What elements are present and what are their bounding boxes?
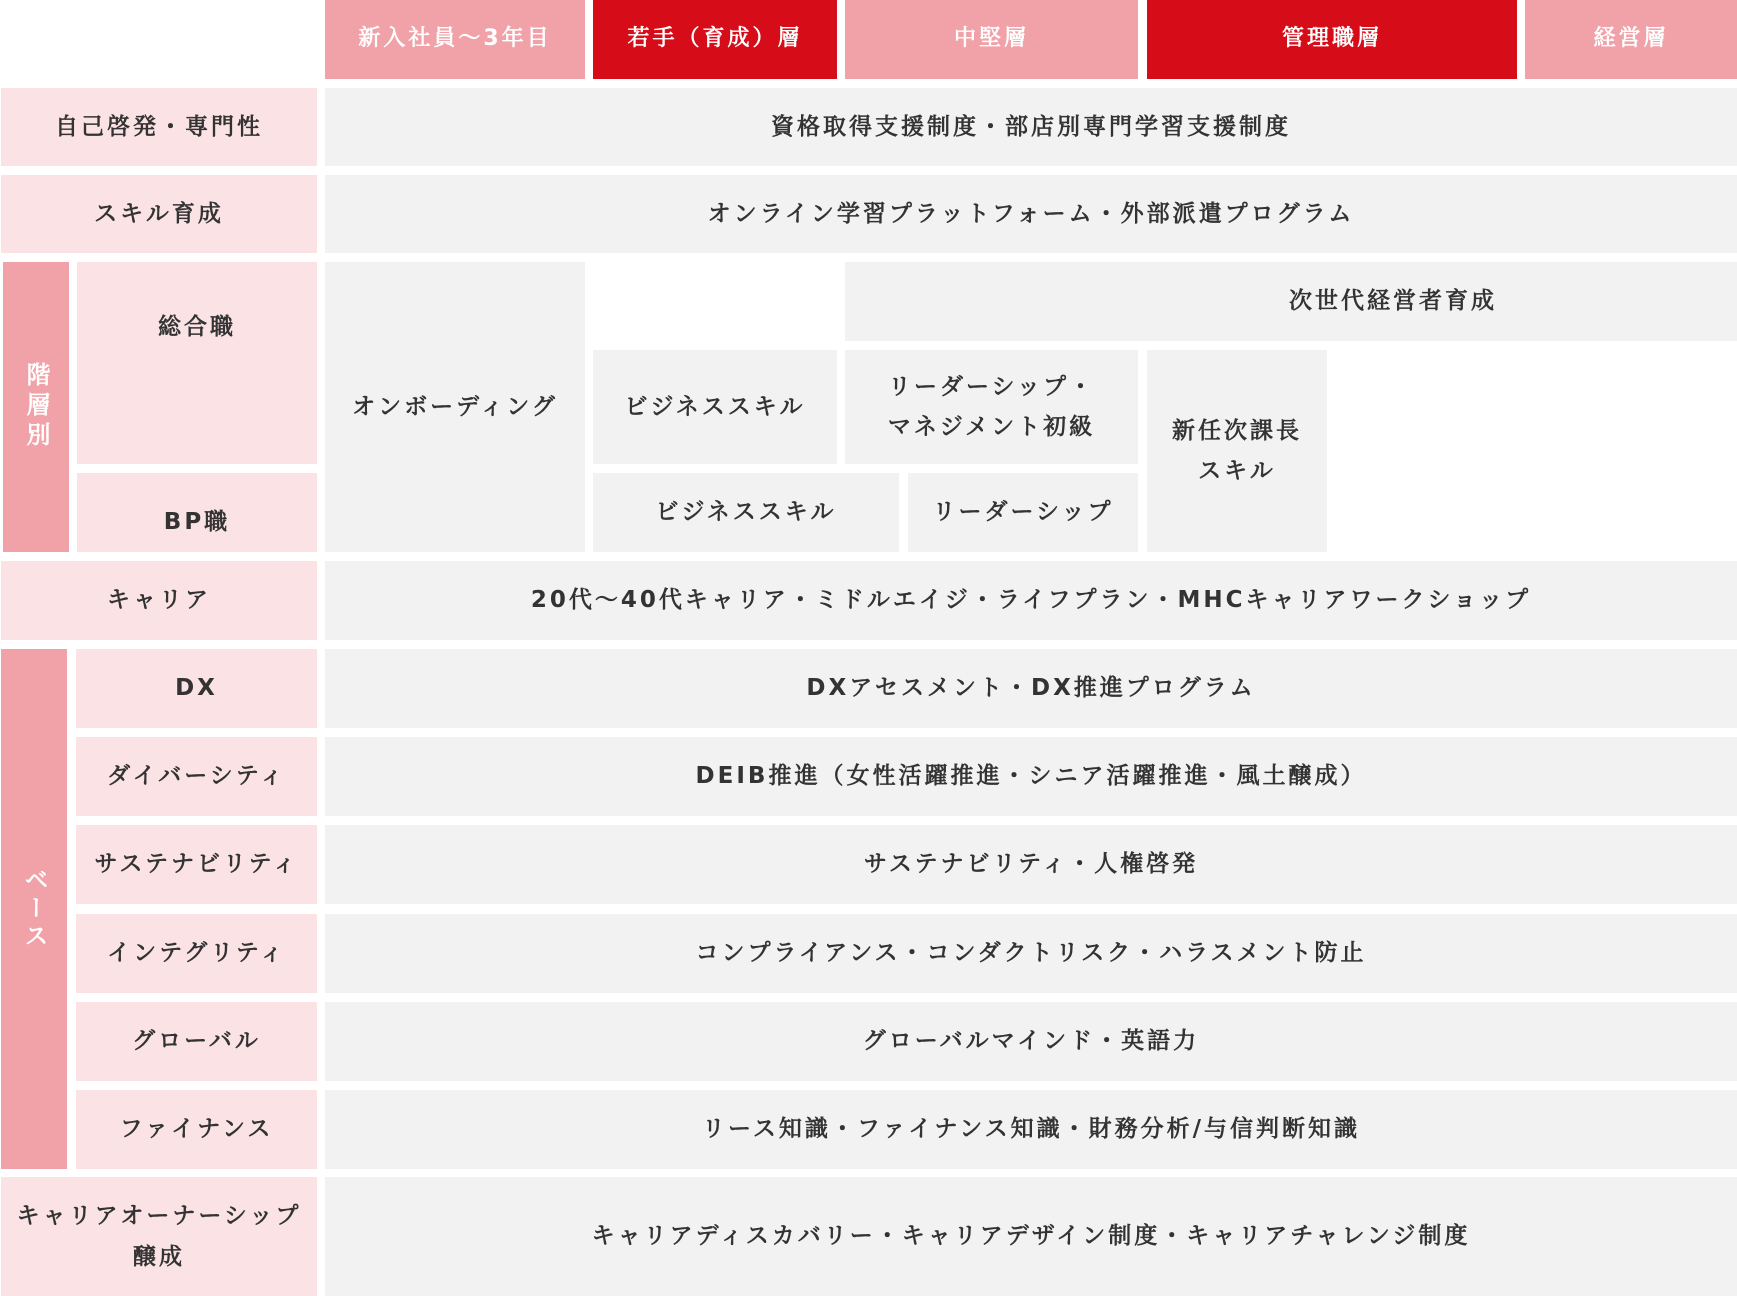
career-ownership-line2: 醸成 [133,1243,185,1270]
row-content-career-ownership: キャリアディスカバリー・キャリアデザイン制度・キャリアチャレンジ制度 [325,1177,1737,1296]
group-label-base [1,649,67,1169]
tier-header-executive: 経営層 [1525,0,1737,79]
base-content-sustainability: サステナビリティ・人権啓発 [325,825,1737,904]
base-content-finance: リース知識・ファイナンス知識・財務分析/与信判断知識 [325,1090,1737,1169]
row-content-skill: オンライン学習プラットフォーム・外部派遣プログラム [325,175,1737,253]
row-label-career-ownership [1,1177,317,1296]
base-label-global: グローバル [76,1002,317,1081]
base-label-integrity: インテグリティ [76,914,317,993]
next-gen-leader-cell [845,262,1737,341]
tier-header-new-hire: 新入社員〜3年目 [325,0,585,79]
new-manager-skill-line1: 新任次課長 [1172,417,1302,444]
leadership-management-line2: マネジメント初級 [887,414,1096,440]
leadership-management-cell [845,350,1138,464]
onboarding-cell: オンボーディング [325,262,585,552]
general-track-label: 総合職 [158,313,236,340]
next-gen-leader-text: 次世代経営者育成 [1289,288,1497,315]
bp-business-skill-cell: ビジネススキル [593,473,899,552]
row-label-skill: スキル育成 [1,175,317,253]
base-content-dx: DXアセスメント・DX推進プログラム [325,649,1737,728]
group-label-hierarchy-text: 階層別 [22,362,50,452]
base-label-diversity: ダイバーシティ [76,737,317,816]
new-manager-skill-cell [1147,350,1327,552]
career-ownership-line1: キャリアオーナーシップ [16,1203,302,1230]
base-label-dx: DX [76,649,317,728]
tier-header-young: 若手（育成）層 [593,0,837,79]
bp-leadership-cell: リーダーシップ [908,473,1138,552]
base-content-diversity: DEIB推進（女性活躍推進・シニア活躍推進・風土醸成） [325,737,1737,816]
row-label-self-development: 自己啓発・専門性 [1,88,317,166]
bp-track-label: BP職 [163,509,231,536]
leadership-management-line1: リーダーシップ・ [887,373,1096,400]
base-content-integrity: コンプライアンス・コンダクトリスク・ハラスメント防止 [325,914,1737,993]
base-content-global: グローバルマインド・英語力 [325,1002,1737,1081]
group-label-base-text: ベース [20,867,48,951]
row-content-career: 20代〜40代キャリア・ミドルエイジ・ライフプラン・MHCキャリアワークショップ [325,561,1737,640]
new-manager-skill-line2: スキル [1198,458,1276,484]
row-label-bp-track [77,473,317,552]
row-label-general-track [77,262,317,464]
tier-header-mid: 中堅層 [845,0,1138,79]
row-content-self-development: 資格取得支援制度・部店別専門学習支援制度 [325,88,1737,166]
tier-header-manager: 管理職層 [1147,0,1517,79]
general-business-skill-cell: ビジネススキル [593,350,837,464]
group-label-hierarchy [3,262,69,552]
base-label-sustainability: サステナビリティ [76,825,317,904]
row-label-career: キャリア [1,561,317,640]
base-label-finance: ファイナンス [76,1090,317,1169]
